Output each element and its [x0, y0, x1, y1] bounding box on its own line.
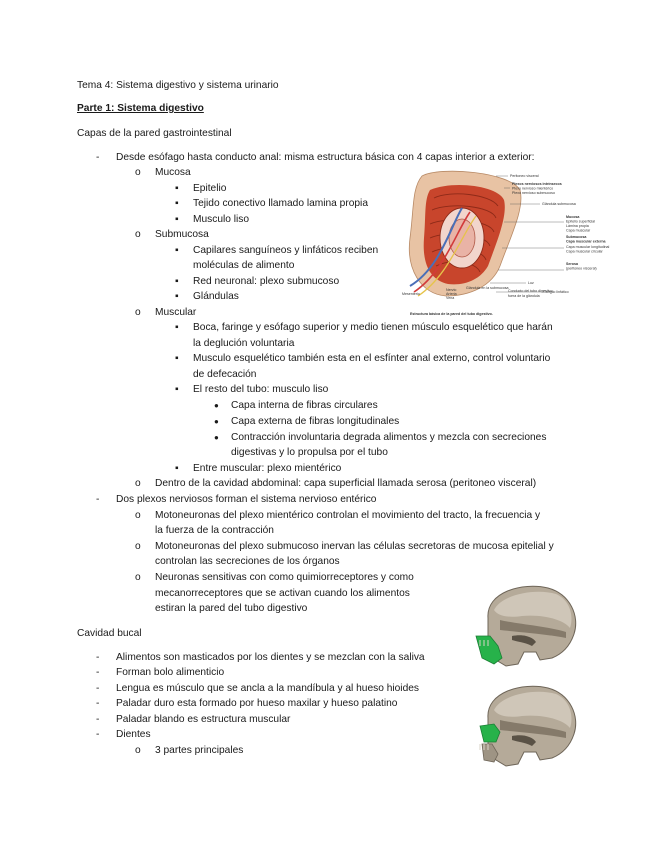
bucal-item: Paladar blando es estructura muscular — [116, 714, 291, 725]
muscular-sub-item-cont: la deglución voluntaria — [193, 338, 295, 349]
square-bullet: ▪ — [175, 214, 179, 225]
plexo-item: Motoneuronas del plexo submucoso inervan las células secretoras de mucosa epitelial y — [155, 541, 554, 552]
dash-bullet: - — [96, 729, 100, 740]
mucosa-item: Mucosa — [155, 167, 191, 178]
dientes-sub-item: 3 partes principales — [155, 745, 244, 756]
figure-label: Luz — [528, 281, 534, 285]
submucosa-sub-item: Red neuronal: plexo submucoso — [193, 276, 340, 287]
dash-bullet: - — [96, 652, 100, 663]
figure-caption: Estructura básica de la pared del tubo digestivo. — [410, 312, 493, 316]
bucal-item: Lengua es músculo que se ancla a la mandíbula y al hueso hioides — [116, 683, 419, 694]
square-bullet: ▪ — [175, 384, 179, 395]
mucosa-sub-item: Epitelio — [193, 183, 227, 194]
dot-bullet: ● — [214, 401, 219, 410]
muscular-sub-item-cont: de defecación — [193, 369, 257, 380]
figure-label: fuera de la glándula — [508, 294, 540, 298]
figure-label: Capa muscular externa — [566, 239, 606, 244]
figure-label: Vena — [446, 296, 455, 300]
bucal-item: Alimentos son masticados por los dientes y se mezclan con la saliva — [116, 652, 425, 663]
square-bullet: ▪ — [175, 245, 179, 256]
figure-label: Conducto del tubo digestivo — [508, 289, 553, 293]
figure-label: Ganglio linfático — [543, 290, 569, 294]
figure-label: Serosa — [566, 262, 578, 266]
figure-label: Mesenterio — [402, 292, 420, 296]
figure-label: Epitelio superficial — [566, 219, 595, 224]
dash-bullet: - — [96, 714, 100, 725]
plexo-item: Motoneuronas del plexo mientérico controlan el movimiento del tracto, la frecuencia y — [155, 510, 541, 521]
circle-bullet: o — [135, 167, 141, 178]
submucosa-sub-item: Capilares sanguíneos y linfáticos reciben — [193, 245, 379, 256]
document-title: Tema 4: Sistema digestivo y sistema urinario — [77, 80, 279, 91]
muscular-sub-item: Boca, faringe y esófago superior y medio tienen músculo esquelético que harán — [193, 322, 553, 333]
section-heading-bucal: Cavidad bucal — [77, 628, 142, 639]
square-bullet: ▪ — [175, 291, 179, 302]
submucosa-sub-item: Glándulas — [193, 291, 239, 302]
dash-bullet: - — [96, 152, 100, 163]
circle-bullet: o — [135, 572, 141, 583]
figure-label: Arteria — [446, 292, 457, 296]
circle-bullet: o — [135, 478, 141, 489]
serosa-item: Dentro de la cavidad abdominal: capa superficial llamada serosa (peritoneo visceral) — [155, 478, 537, 489]
square-bullet: ▪ — [175, 183, 179, 194]
square-bullet: ▪ — [175, 198, 179, 209]
section-heading-wall: Capas de la pared gastrointestinal — [77, 128, 232, 139]
figure-label: Submucosa — [566, 235, 587, 239]
mucosa-sub-item: Tejido conectivo llamado lamina propia — [193, 198, 368, 209]
square-bullet: ▪ — [175, 322, 179, 333]
plexo-item-cont: mecanorreceptores que se activan cuando los alimentos — [155, 588, 410, 599]
circle-bullet: o — [135, 745, 141, 756]
muscular-item: Muscular — [155, 307, 197, 318]
figure-label: Capa muscular circular — [566, 249, 603, 254]
dash-bullet: - — [96, 698, 100, 709]
smooth-muscle-item: Contracción involuntaria degrada alimentos y mezcla con secreciones — [231, 432, 547, 443]
dash-bullet: - — [96, 494, 100, 505]
part-heading: Parte 1: Sistema digestivo — [77, 103, 204, 114]
figure-label: Lámina propia — [566, 224, 589, 228]
bucal-item: Dientes — [116, 729, 151, 740]
dash-bullet: - — [96, 683, 100, 694]
figure-label: Nervio — [446, 288, 457, 292]
figure-label: Glándula en la submucosa — [466, 286, 509, 290]
mucosa-sub-item: Musculo liso — [193, 214, 250, 225]
dot-bullet: ● — [214, 417, 219, 426]
figure-label: (peritoneo visceral) — [566, 266, 597, 271]
submucosa-item: Submucosa — [155, 229, 209, 240]
muscular-sub-item: Musculo esquelético también esta en el esfínter anal externo, control voluntario — [193, 353, 551, 364]
skull-illustration-tongue — [466, 580, 581, 670]
plexo-item: Neuronas sensitivas con como quimiorreceptores y como — [155, 572, 414, 583]
circle-bullet: o — [135, 307, 141, 318]
square-bullet: ▪ — [175, 353, 179, 364]
bucal-item: Forman bolo alimenticio — [116, 667, 225, 678]
circle-bullet: o — [135, 510, 141, 521]
figure-label: Plexos nerviosos intrínsecos — [512, 182, 562, 186]
figure-label: Plexo nervioso mientérico — [512, 186, 554, 191]
square-bullet: ▪ — [175, 463, 179, 474]
skull-illustration-palate — [466, 680, 581, 770]
plexo-item-cont: controlan las secreciones de los órganos — [155, 556, 340, 567]
smooth-muscle-item-cont: digestivas y lo propulsa por el tubo — [231, 447, 388, 458]
bucal-item: Paladar duro esta formado por hueso maxilar y hueso palatino — [116, 698, 398, 709]
figure-label: Peritoneo visceral — [510, 174, 539, 178]
figure-label: Plexo nervioso submucoso — [512, 191, 555, 195]
wall-item-2: Dos plexos nerviosos forman el sistema nervioso entérico — [116, 494, 377, 505]
circle-bullet: o — [135, 541, 141, 552]
submucosa-sub-item-cont: moléculas de alimento — [193, 260, 295, 271]
figure-label: Capa muscular — [566, 228, 591, 233]
square-bullet: ▪ — [175, 276, 179, 287]
muscular-sub-item: El resto del tubo: musculo liso — [193, 384, 329, 395]
plexo-mienterico-item: Entre muscular: plexo mientérico — [193, 463, 342, 474]
gi-wall-illustration — [400, 168, 610, 320]
figure-label: Capa muscular longitudinal — [566, 245, 610, 249]
dot-bullet: ● — [214, 433, 219, 442]
figure-label: Mucosa — [566, 215, 580, 219]
plexo-item-cont: la fuerza de la contracción — [155, 525, 274, 536]
circle-bullet: o — [135, 229, 141, 240]
smooth-muscle-item: Capa interna de fibras circulares — [231, 400, 378, 411]
wall-item-1: Desde esófago hasta conducto anal: misma estructura básica con 4 capas interior a exterior: — [116, 152, 535, 163]
figure-label: Glándula submucosa — [542, 202, 576, 206]
plexo-item-cont: estiran la pared del tubo digestivo — [155, 603, 308, 614]
smooth-muscle-item: Capa externa de fibras longitudinales — [231, 416, 400, 427]
dash-bullet: - — [96, 667, 100, 678]
